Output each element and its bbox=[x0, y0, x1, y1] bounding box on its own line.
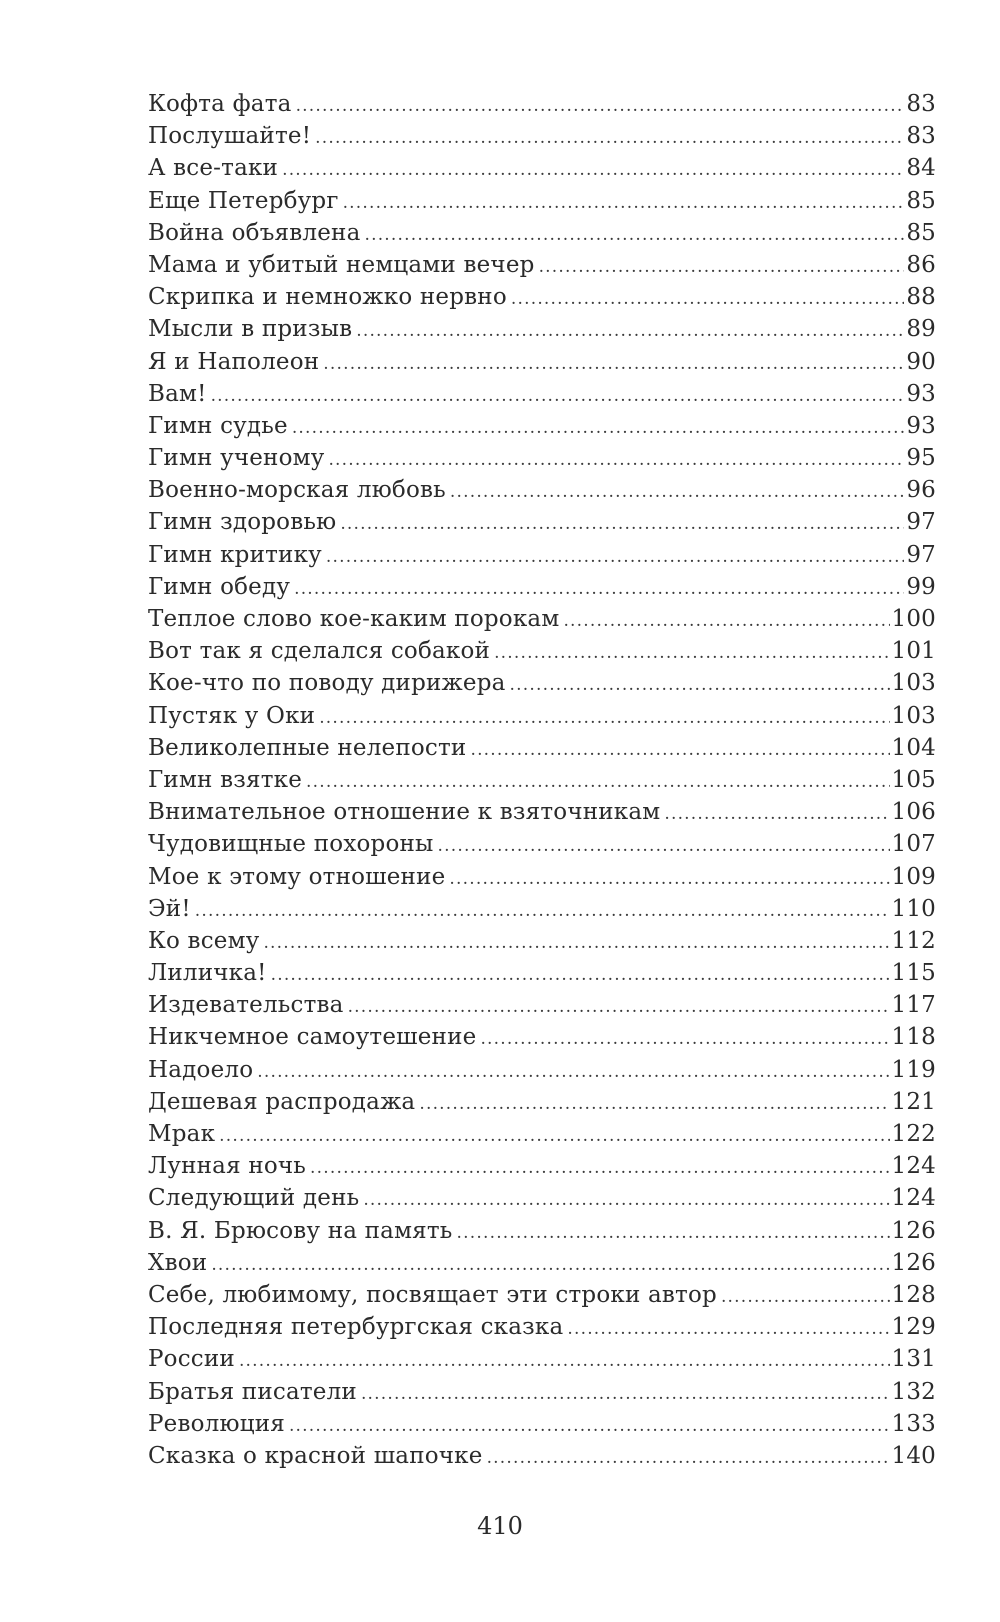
toc-entry-page: 133 bbox=[891, 1410, 936, 1437]
toc-entry bbox=[148, 442, 936, 474]
dot-leader bbox=[480, 1023, 889, 1053]
toc-entry bbox=[148, 571, 936, 603]
toc-entry bbox=[148, 861, 936, 893]
dot-leader bbox=[563, 605, 889, 635]
toc-entry-page: 124 bbox=[891, 1185, 936, 1212]
toc-entry bbox=[148, 603, 936, 635]
dot-leader bbox=[364, 219, 904, 249]
toc-entry bbox=[148, 957, 936, 989]
toc-entry-page: 115 bbox=[891, 960, 936, 987]
dot-leader bbox=[340, 508, 904, 538]
dot-leader bbox=[326, 541, 904, 571]
toc-entry-page: 89 bbox=[906, 316, 936, 343]
toc-entry-title: Внимательное отношение к взяточникам bbox=[148, 796, 664, 828]
toc-entry bbox=[148, 1118, 936, 1150]
dot-leader bbox=[296, 90, 905, 120]
toc-entry-title: России bbox=[148, 1343, 239, 1375]
toc-entry-page: 129 bbox=[891, 1314, 936, 1341]
toc-entry bbox=[148, 378, 936, 410]
dot-leader bbox=[211, 1249, 889, 1279]
toc-entry-title: Теплое слово кое-каким порокам bbox=[148, 603, 563, 635]
toc-entry-page: 121 bbox=[891, 1088, 936, 1115]
dot-leader bbox=[271, 959, 890, 989]
dot-leader bbox=[721, 1281, 890, 1311]
dot-leader bbox=[289, 1410, 890, 1440]
dot-leader bbox=[263, 927, 889, 957]
toc-entry bbox=[148, 925, 936, 957]
toc-entry-page: 90 bbox=[906, 348, 936, 375]
dot-leader bbox=[328, 444, 904, 474]
toc-entry-title: Лунная ночь bbox=[148, 1150, 310, 1182]
toc-entry bbox=[148, 1279, 936, 1311]
toc-entry-page: 109 bbox=[891, 863, 936, 890]
toc-entry-title: Мама и убитый немцами вечер bbox=[148, 249, 539, 281]
toc-entry bbox=[148, 1150, 936, 1182]
dot-leader bbox=[363, 1184, 889, 1214]
toc-entry-title: А все-таки bbox=[148, 152, 282, 184]
dot-leader bbox=[419, 1088, 889, 1118]
dot-leader bbox=[361, 1378, 890, 1408]
toc-entry-page: 124 bbox=[891, 1153, 936, 1180]
toc-entry-page: 106 bbox=[891, 799, 936, 826]
dot-leader bbox=[310, 1152, 889, 1182]
toc-entry-page: 83 bbox=[906, 91, 936, 117]
toc-entry bbox=[148, 152, 936, 184]
toc-entry-page: 107 bbox=[891, 831, 936, 858]
dot-leader bbox=[257, 1056, 889, 1086]
toc-entry-page: 93 bbox=[906, 412, 936, 439]
toc-entry-page: 85 bbox=[906, 219, 936, 246]
dot-leader bbox=[449, 863, 889, 893]
toc-entry bbox=[148, 217, 936, 249]
toc-entry-title: Никчемное самоутешение bbox=[148, 1021, 480, 1053]
toc-entry bbox=[148, 185, 936, 217]
dot-leader bbox=[195, 895, 890, 925]
toc-entry bbox=[148, 120, 936, 152]
dot-leader bbox=[450, 476, 904, 506]
toc-entry bbox=[148, 1343, 936, 1375]
toc-entry-page: 84 bbox=[906, 155, 936, 182]
toc-entry-page: 110 bbox=[891, 895, 936, 922]
toc-entry-title: Лиличка! bbox=[148, 957, 271, 989]
toc-entry bbox=[148, 1021, 936, 1053]
toc-entry-title: Гимн критику bbox=[148, 539, 326, 571]
page-number: 410 bbox=[477, 1512, 523, 1540]
toc-entry-page: 131 bbox=[891, 1346, 936, 1373]
toc-entry-title: Пустяк у Оки bbox=[148, 700, 319, 732]
toc-entry-title: Вот так я сделался собакой bbox=[148, 635, 494, 667]
toc-entry-title: Мрак bbox=[148, 1118, 219, 1150]
toc-entry bbox=[148, 346, 936, 378]
toc-entry bbox=[148, 410, 936, 442]
toc-entry bbox=[148, 764, 936, 796]
toc-entry-page: 96 bbox=[906, 477, 936, 504]
toc-entry-title: Послушайте! bbox=[148, 120, 315, 152]
dot-leader bbox=[457, 1217, 890, 1247]
dot-leader bbox=[494, 637, 889, 667]
toc-entry-page: 132 bbox=[891, 1378, 936, 1405]
toc-entry-title: Братья писатели bbox=[148, 1376, 361, 1408]
toc-entry-title: Великолепные нелепости bbox=[148, 732, 470, 764]
toc-entry-page: 126 bbox=[891, 1217, 936, 1244]
toc-entry-title: Издевательства bbox=[148, 989, 348, 1021]
dot-leader bbox=[239, 1345, 890, 1375]
dot-leader bbox=[356, 315, 904, 345]
toc-entry-page: 97 bbox=[906, 541, 936, 568]
dot-leader bbox=[219, 1120, 889, 1150]
toc-entry-title: Мое к этому отношение bbox=[148, 861, 449, 893]
dot-leader bbox=[511, 283, 904, 313]
toc-entry-title: Сказка о красной шапочке bbox=[148, 1440, 487, 1472]
toc-entry-title: Следующий день bbox=[148, 1182, 363, 1214]
toc-entry bbox=[148, 732, 936, 764]
toc-entry-title: Себе, любимому, посвящает эти строки автор bbox=[148, 1279, 721, 1311]
toc-entry bbox=[148, 1215, 936, 1247]
toc-entry-page: 117 bbox=[891, 992, 936, 1019]
toc-entry-page: 99 bbox=[906, 573, 936, 600]
toc-entry bbox=[148, 1054, 936, 1086]
toc-entry-title: Кофта фата bbox=[148, 88, 296, 120]
toc-entry-page: 103 bbox=[891, 702, 936, 729]
toc-entry-title: Дешевая распродажа bbox=[148, 1086, 419, 1118]
dot-leader bbox=[438, 830, 890, 860]
dot-leader bbox=[319, 702, 889, 732]
toc-entry-page: 105 bbox=[891, 766, 936, 793]
toc-entry-page: 122 bbox=[891, 1121, 936, 1147]
toc-entry-page: 83 bbox=[906, 123, 936, 150]
toc-entry bbox=[148, 635, 936, 667]
dot-leader bbox=[510, 669, 890, 699]
toc-entry-title: Гимн здоровью bbox=[148, 506, 340, 538]
toc-entry-page: 93 bbox=[906, 380, 936, 407]
dot-leader bbox=[343, 187, 905, 217]
toc-entry-title: Эй! bbox=[148, 893, 195, 925]
toc-entry-page: 97 bbox=[906, 509, 936, 536]
toc-entry-page: 104 bbox=[891, 734, 936, 761]
toc-entry-title: Гимн судье bbox=[148, 410, 292, 442]
toc-entry bbox=[148, 700, 936, 732]
dot-leader bbox=[323, 348, 904, 378]
dot-leader bbox=[211, 380, 905, 410]
toc-entry-title: Война объявлена bbox=[148, 217, 364, 249]
toc-entry bbox=[148, 893, 936, 925]
dot-leader bbox=[348, 991, 890, 1021]
toc-entry-page: 88 bbox=[906, 284, 936, 311]
dot-leader bbox=[470, 734, 889, 764]
toc-entry-title: Последняя петербургская сказка bbox=[148, 1311, 567, 1343]
toc-entry-page: 85 bbox=[906, 187, 936, 214]
dot-leader bbox=[294, 573, 904, 603]
toc-entry-page: 128 bbox=[891, 1281, 936, 1308]
toc-entry bbox=[148, 313, 936, 345]
toc-entry-title: Надоело bbox=[148, 1054, 257, 1086]
toc-entry bbox=[148, 1182, 936, 1214]
toc-entry-title: Вам! bbox=[148, 378, 211, 410]
toc-entry bbox=[148, 1440, 936, 1472]
toc-entry bbox=[148, 539, 936, 571]
toc-entry bbox=[148, 1376, 936, 1408]
toc-entry-title: Я и Наполеон bbox=[148, 346, 323, 378]
dot-leader bbox=[315, 122, 904, 152]
toc-entry bbox=[148, 1408, 936, 1440]
toc-entry bbox=[148, 1086, 936, 1118]
toc-entry-title: Мысли в призыв bbox=[148, 313, 356, 345]
toc-entry bbox=[148, 796, 936, 828]
toc-entry-title: Гимн взятке bbox=[148, 764, 306, 796]
toc-entry-page: 103 bbox=[891, 670, 936, 697]
table-of-contents bbox=[148, 88, 936, 1472]
dot-leader bbox=[306, 766, 889, 796]
toc-entry-title: Гимн ученому bbox=[148, 442, 328, 474]
dot-leader bbox=[487, 1442, 890, 1472]
dot-leader bbox=[567, 1313, 889, 1343]
toc-entry-title: Революция bbox=[148, 1408, 289, 1440]
toc-entry-page: 101 bbox=[891, 638, 936, 665]
toc-entry bbox=[148, 474, 936, 506]
toc-entry-title: Скрипка и немножко нервно bbox=[148, 281, 511, 313]
toc-entry bbox=[148, 989, 936, 1021]
toc-entry-page: 140 bbox=[891, 1442, 936, 1469]
toc-entry-title: Ко всему bbox=[148, 925, 263, 957]
toc-entry bbox=[148, 1247, 936, 1279]
toc-entry bbox=[148, 249, 936, 281]
toc-entry bbox=[148, 281, 936, 313]
toc-entry-title: В. Я. Брюсову на память bbox=[148, 1215, 457, 1247]
toc-entry-page: 112 bbox=[891, 927, 936, 954]
toc-entry-page: 126 bbox=[891, 1249, 936, 1276]
dot-leader bbox=[292, 412, 905, 442]
toc-entry-page: 86 bbox=[906, 251, 936, 278]
toc-entry-page: 100 bbox=[891, 606, 936, 632]
dot-leader bbox=[664, 798, 889, 828]
toc-entry-page: 119 bbox=[891, 1056, 936, 1083]
toc-entry bbox=[148, 667, 936, 699]
dot-leader bbox=[539, 251, 905, 281]
toc-entry bbox=[148, 88, 936, 120]
toc-entry-title: Кое-что по поводу дирижера bbox=[148, 667, 510, 699]
toc-entry bbox=[148, 1311, 936, 1343]
toc-entry-page: 118 bbox=[891, 1024, 936, 1051]
toc-entry bbox=[148, 828, 936, 860]
toc-entry-title: Гимн обеду bbox=[148, 571, 294, 603]
toc-entry bbox=[148, 506, 936, 538]
dot-leader bbox=[282, 154, 904, 184]
toc-entry-title: Хвои bbox=[148, 1247, 211, 1279]
toc-entry-title: Чудовищные похороны bbox=[148, 828, 438, 860]
toc-entry-page: 95 bbox=[906, 445, 936, 472]
toc-entry-title: Военно-морская любовь bbox=[148, 474, 450, 506]
toc-entry-title: Еще Петербург bbox=[148, 185, 343, 217]
